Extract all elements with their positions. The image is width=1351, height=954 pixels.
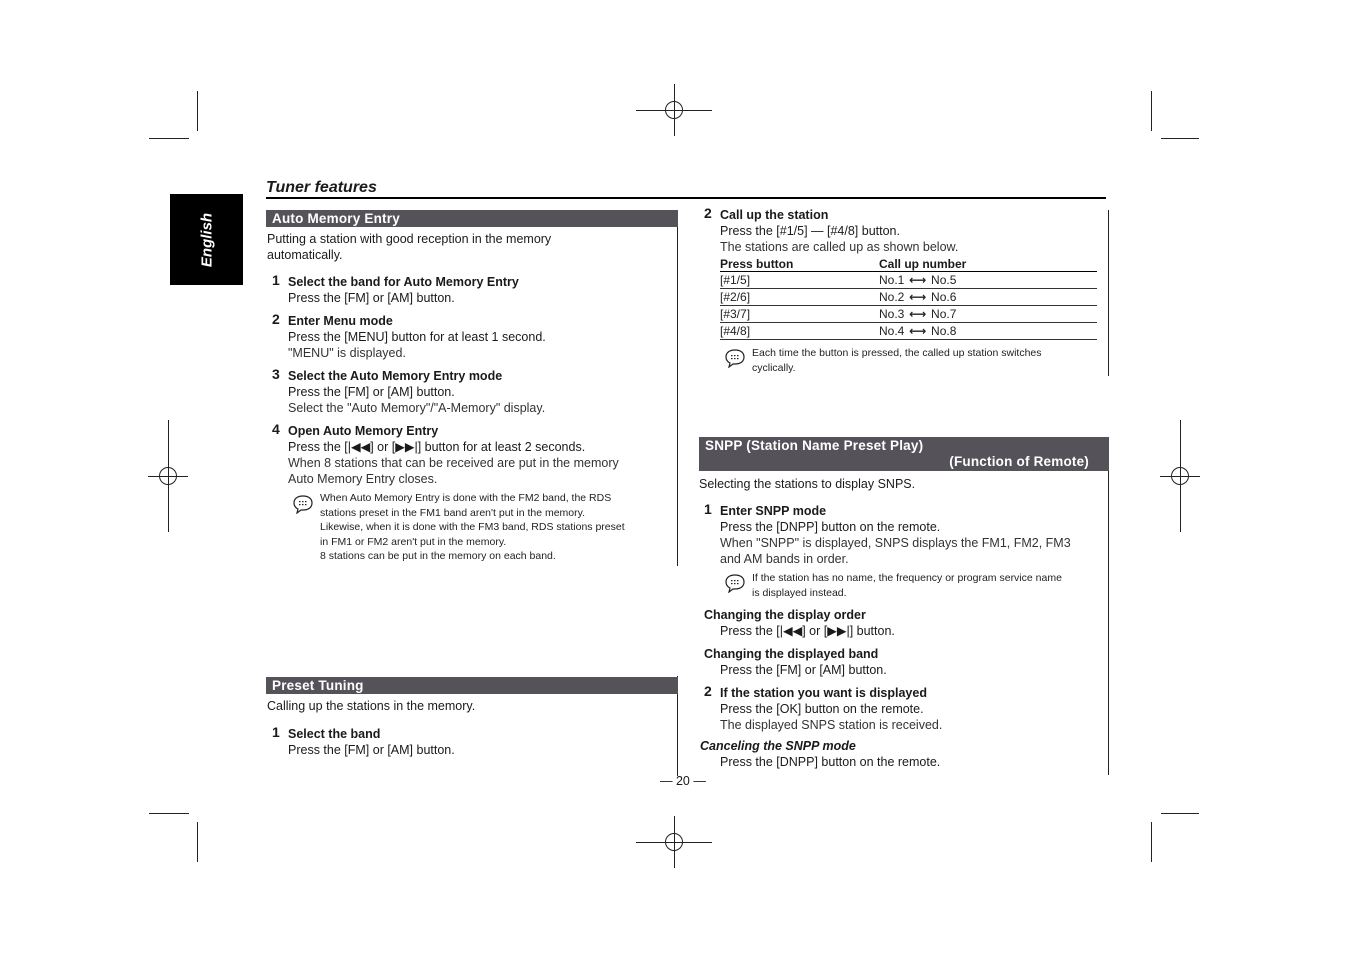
- table-cell: [879, 272, 1097, 289]
- language-tab: [170, 194, 243, 285]
- section-heading-preset-tuning: [266, 677, 678, 694]
- column-divider: [1108, 210, 1109, 376]
- call-up-number: No.1: [879, 273, 905, 287]
- column-divider: [1108, 471, 1109, 775]
- note-icon: [292, 494, 314, 514]
- call-up-number: No.8: [931, 324, 957, 338]
- registration-mark-bottom: [656, 824, 692, 860]
- intro-text: Putting a station with good reception in the memory: [267, 232, 552, 246]
- call-up-number: No.6: [931, 290, 957, 304]
- table-cell: [#4/8]: [720, 323, 879, 340]
- step-line: Press the [|◀◀] or [▶▶|] button for at least 2 seconds.: [288, 440, 586, 454]
- double-arrow-icon: ⟷: [909, 324, 927, 338]
- step-line: Press the [FM] or [AM] button.: [288, 291, 455, 305]
- table-cell: [#1/5]: [720, 272, 879, 289]
- table-row: [720, 272, 1097, 289]
- registration-mark-right: [1162, 458, 1198, 494]
- note-icon: [724, 348, 746, 368]
- title-divider: [266, 197, 1106, 199]
- note-icon: [724, 573, 746, 593]
- table-cell: [879, 289, 1097, 306]
- intro-text: automatically.: [267, 248, 343, 262]
- step-title: If the station you want is displayed: [720, 686, 927, 700]
- step-number: 2: [272, 311, 280, 327]
- double-arrow-icon: ⟷: [909, 290, 927, 304]
- crop-mark: [149, 813, 189, 814]
- step-title: Enter SNPP mode: [720, 504, 827, 518]
- page-title: Tuner features: [266, 179, 377, 196]
- call-up-number: No.3: [879, 307, 905, 321]
- registration-mark-top: [656, 92, 692, 128]
- note-line: cyclically.: [752, 362, 796, 374]
- step-line: When 8 stations that can be received are put in the memory: [288, 456, 619, 470]
- step-line: Press the [DNPP] button on the remote.: [720, 755, 941, 769]
- step-number: 1: [704, 501, 712, 517]
- step-line: The stations are called up as shown below.: [720, 240, 959, 254]
- table-cell: [879, 323, 1097, 340]
- step-number: 2: [704, 205, 712, 221]
- step-line: Press the [DNPP] button on the remote.: [720, 520, 941, 534]
- call-up-number: No.7: [931, 307, 957, 321]
- crop-mark: [1161, 813, 1199, 814]
- step-title: Open Auto Memory Entry: [288, 424, 439, 438]
- table-header-row: [720, 256, 1097, 272]
- step-title: Enter Menu mode: [288, 314, 393, 328]
- column-divider: [677, 210, 678, 566]
- section-heading-snpp: [699, 437, 1109, 471]
- crop-mark: [149, 138, 189, 139]
- table-row: [720, 306, 1097, 323]
- step-line: Press the [|◀◀] or [▶▶|] button.: [720, 624, 895, 638]
- table-header: Press button: [720, 256, 879, 272]
- table-cell: [#2/6]: [720, 289, 879, 306]
- step-title: Select the Auto Memory Entry mode: [288, 369, 503, 383]
- crop-mark: [197, 822, 198, 862]
- step-number: 1: [272, 724, 280, 740]
- note-line: Each time the button is pressed, the called up station switches: [752, 347, 1042, 359]
- subsection-title: Changing the displayed band: [704, 647, 879, 661]
- step-number: 2: [704, 683, 712, 699]
- step-number: 3: [272, 366, 280, 382]
- crop-mark: [197, 91, 198, 131]
- subsection-title: Canceling the SNPP mode: [700, 739, 856, 753]
- crop-mark: [1151, 822, 1152, 862]
- step-title: Select the band for Auto Memory Entry: [288, 275, 519, 289]
- preset-table: [720, 256, 1097, 340]
- double-arrow-icon: ⟷: [909, 307, 927, 321]
- step-line: Press the [#1/5] — [#4/8] button.: [720, 224, 900, 238]
- step-line: Press the [FM] or [AM] button.: [288, 743, 455, 757]
- note-line: stations preset in the FM1 band aren't put in the memory.: [320, 507, 586, 519]
- step-line: Press the [FM] or [AM] button.: [288, 385, 455, 399]
- step-line: The displayed SNPS station is received.: [720, 718, 943, 732]
- step-line: "MENU" is displayed.: [288, 346, 406, 360]
- step-line: Auto Memory Entry closes.: [288, 472, 438, 486]
- section-heading-text: SNPP (Station Name Preset Play): [705, 438, 924, 453]
- note-line: in FM1 or FM2 aren't put in the memory.: [320, 536, 507, 548]
- registration-mark-left: [150, 458, 186, 494]
- section-heading-text: Auto Memory Entry: [272, 211, 400, 226]
- section-heading-auto-memory: [266, 210, 678, 227]
- step-line: Press the [FM] or [AM] button.: [720, 663, 887, 677]
- table-row: [720, 323, 1097, 340]
- crop-mark: [1151, 91, 1152, 131]
- step-line: When "SNPP" is displayed, SNPS displays the FM1, FM2, FM3: [720, 536, 1071, 550]
- step-title: Select the band: [288, 727, 381, 741]
- section-heading-text: (Function of Remote): [949, 454, 1089, 469]
- call-up-number: No.2: [879, 290, 905, 304]
- call-up-number: No.4: [879, 324, 905, 338]
- note-line: If the station has no name, the frequency or program service name: [752, 572, 1062, 584]
- page-number: — 20 —: [660, 774, 706, 788]
- step-title: Call up the station: [720, 208, 829, 222]
- table-header: Call up number: [879, 256, 1097, 272]
- step-line: Press the [MENU] button for at least 1 second.: [288, 330, 546, 344]
- note-line: 8 stations can be put in the memory on each band.: [320, 550, 556, 562]
- intro-text: Calling up the stations in the memory.: [267, 699, 476, 713]
- double-arrow-icon: ⟷: [909, 273, 927, 287]
- crop-mark: [1161, 138, 1199, 139]
- table-row: [720, 289, 1097, 306]
- subsection-title: Changing the display order: [704, 608, 866, 622]
- step-number: 4: [272, 421, 280, 437]
- step-line: Select the "Auto Memory"/"A-Memory" display.: [288, 401, 546, 415]
- note-line: is displayed instead.: [752, 587, 847, 599]
- note-line: When Auto Memory Entry is done with the FM2 band, the RDS: [320, 492, 612, 504]
- table-cell: [879, 306, 1097, 323]
- intro-text: Selecting the stations to display SNPS.: [699, 477, 916, 491]
- language-tab-label: English: [198, 212, 215, 267]
- note-line: Likewise, when it is done with the FM3 band, RDS stations preset: [320, 521, 625, 533]
- table-cell: [#3/7]: [720, 306, 879, 323]
- step-line: Press the [OK] button on the remote.: [720, 702, 924, 716]
- step-number: 1: [272, 272, 280, 288]
- step-line: and AM bands in order.: [720, 552, 849, 566]
- call-up-number: No.5: [931, 273, 957, 287]
- section-heading-text: Preset Tuning: [272, 678, 364, 693]
